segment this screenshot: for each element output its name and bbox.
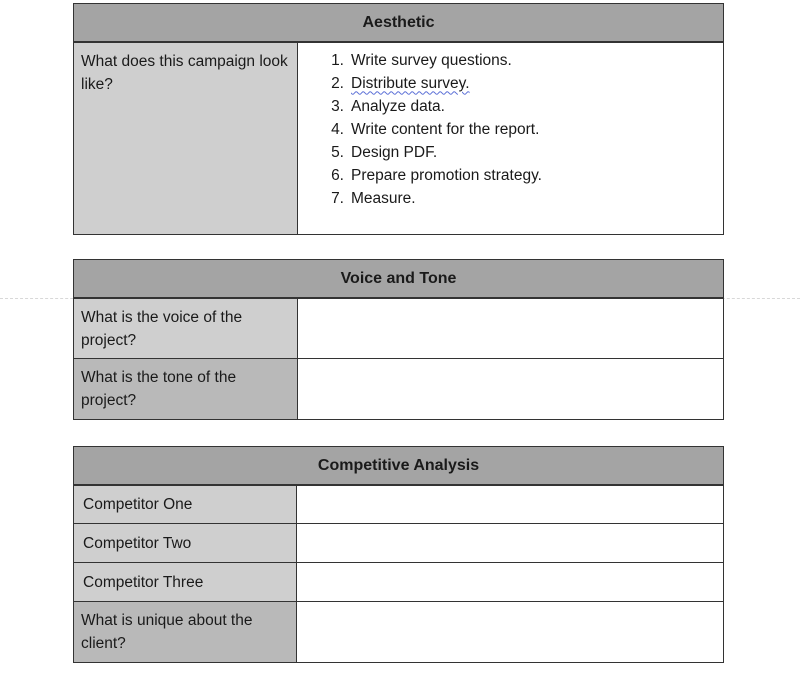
aesthetic-table xyxy=(73,3,724,235)
list-item xyxy=(298,141,723,164)
list-item xyxy=(298,49,723,72)
step-text: Write content for the report. xyxy=(351,120,540,138)
competitor-two-label[interactable]: Competitor Two xyxy=(74,524,297,563)
competitor-one-label[interactable]: Competitor One xyxy=(74,485,297,524)
competitor-three-label[interactable]: Competitor Three xyxy=(74,563,297,602)
list-item xyxy=(298,187,723,210)
step-text: Analyze data. xyxy=(351,97,445,115)
competitor-three-value-cell[interactable] xyxy=(297,563,724,602)
list-item xyxy=(298,118,723,141)
step-number: 4. xyxy=(331,120,344,138)
step-text: Write survey questions. xyxy=(351,51,512,69)
aesthetic-steps-cell[interactable] xyxy=(298,42,724,235)
step-number: 1. xyxy=(331,51,344,69)
step-number: 3. xyxy=(331,97,344,115)
competitor-two-value-cell[interactable] xyxy=(297,524,724,563)
voice-tone-title: Voice and Tone xyxy=(74,260,724,298)
competitive-analysis-title: Competitive Analysis xyxy=(74,447,724,485)
step-number: 6. xyxy=(331,166,344,184)
voice-tone-table xyxy=(73,259,724,420)
step-number: 7. xyxy=(331,189,344,207)
tone-label[interactable]: What is the tone of the project? xyxy=(74,359,298,420)
step-number: 5. xyxy=(331,143,344,161)
step-text: Prepare promotion strategy. xyxy=(351,166,542,184)
voice-value-cell[interactable] xyxy=(298,298,724,359)
tone-value-cell[interactable] xyxy=(298,359,724,420)
aesthetic-question[interactable]: What does this campaign look like? xyxy=(74,42,298,235)
voice-label[interactable]: What is the voice of the project? xyxy=(74,298,298,359)
competitor-one-value-cell[interactable] xyxy=(297,485,724,524)
unique-client-value-cell[interactable] xyxy=(297,602,724,663)
list-item xyxy=(298,72,723,95)
step-number: 2. xyxy=(331,74,344,92)
unique-client-label[interactable]: What is unique about the client? xyxy=(74,602,297,663)
steps-list xyxy=(298,43,723,210)
list-item xyxy=(298,164,723,187)
step-text: Design PDF. xyxy=(351,143,438,161)
aesthetic-title: Aesthetic xyxy=(74,4,724,42)
step-text: Measure. xyxy=(351,189,416,207)
list-item xyxy=(298,95,723,118)
competitive-analysis-table xyxy=(73,446,724,663)
step-text-spellcheck: Distribute survey. xyxy=(351,74,470,92)
